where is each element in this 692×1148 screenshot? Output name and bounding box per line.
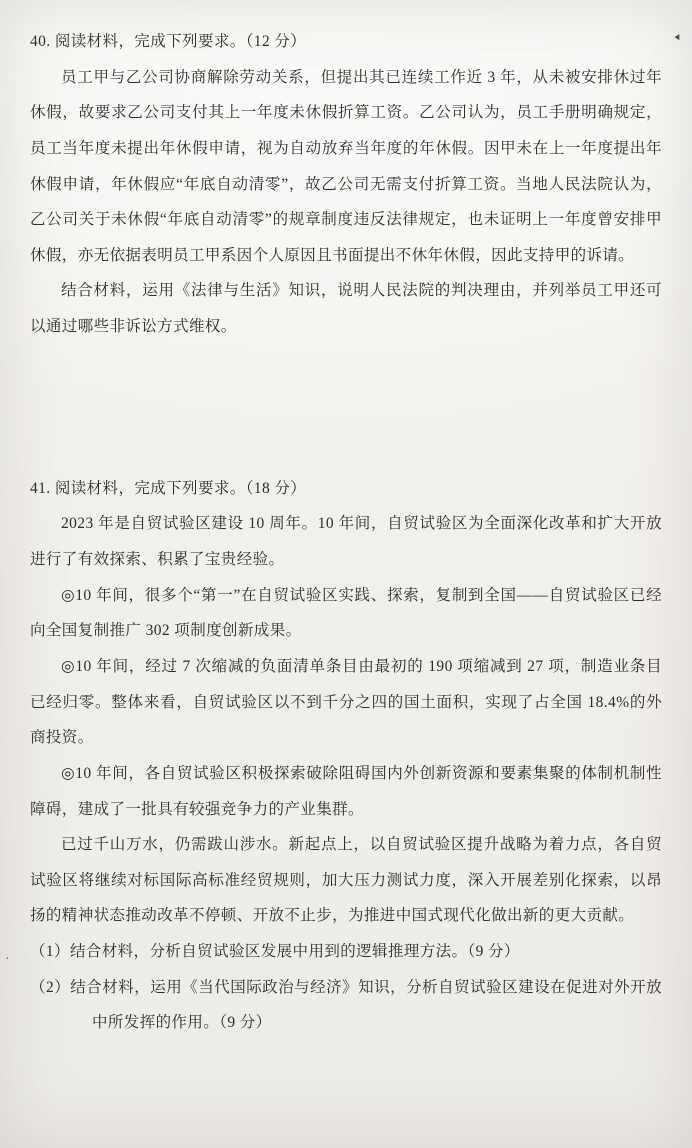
question-40 (30, 24, 662, 345)
question-41-bullet-3: ◎10 年间，各自贸试验区积极探索破除阻碍国内外创新资源和要素集聚的体制机制性障碍，建成了一批具有较强竞争力的产业集群。 (30, 764, 662, 818)
question-40-heading: 40. 阅读材料，完成下列要求。（12 分） (30, 33, 307, 50)
scan-artifact-left-dot: · (5, 952, 11, 967)
question-41-subquestion-1: （1）结合材料，分析自贸试验区发展中用到的逻辑推理方法。（9 分） (30, 943, 520, 961)
question-41-bullet-1: ◎10 年间，很多个“第一”在自贸试验区实践、探索，复制到全国——自贸试验区已经向全国复制推广 302 项制度创新成果。 (30, 586, 662, 640)
scan-artifact-top-right: ◄ (672, 32, 681, 43)
question-41 (30, 471, 662, 1041)
question-41-subquestion-2: （2）结合材料，运用《当代国际政治与经济》知识，分析自贸试验区建设在促进对外开放中所发挥的作用。（9 分） (30, 978, 662, 1032)
question-40-task: 结合材料，运用《法律与生活》知识，说明人民法院的判决理由，并列举员工甲还可以通过哪些非诉讼方式维权。 (30, 282, 662, 336)
question-41-bullet-2: ◎10 年间，经过 7 次缩减的负面清单条目由最初的 190 项缩减到 27 项，制造业条目已经归零。整体来看，自贸试验区以不到千分之四的国土面积，实现了占全国 18.4%的外商投资。 (30, 657, 662, 747)
question-41-closing: 已过千山万水，仍需跋山涉水。新起点上，以自贸试验区提升战略为着力点，各自贸试验区将继续对标国际高标准经贸规则，加大压力测试力度，深入开展差别化探索，以昂扬的精神状态推动改革不停顿、开放不止步，为推进中国式现代化做出新的更大贡献。 (30, 836, 662, 925)
question-41-intro: 2023 年是自贸试验区建设 10 周年。10 年间，自贸试验区为全面深化改革和扩大开放进行了有效探索、积累了宝贵经验。 (30, 515, 662, 569)
question-40-material: 员工甲与乙公司协商解除劳动关系，但提出其已连续工作近 3 年，从未被安排休过年休假，故要求乙公司支付其上一年度未休假折算工资。乙公司认为，员工手册明确规定，员工当年度未提出年休假申请，视为自动放弃当年度的年休假。因甲未在上一年度提出年休假申请，年休假应“年底自动清零”，故乙公司无需支付折算工资。当地人民法院认为，乙公司关于未休假“年底自动清零”的规章制度违反法律规定，也未证明上一年度曾安排甲休假，亦无依据表明员工甲系因个人原因且书面提出不休年休假，因此支持甲的诉请。 (30, 68, 662, 264)
question-41-heading: 41. 阅读材料，完成下列要求。（18 分） (30, 479, 307, 497)
